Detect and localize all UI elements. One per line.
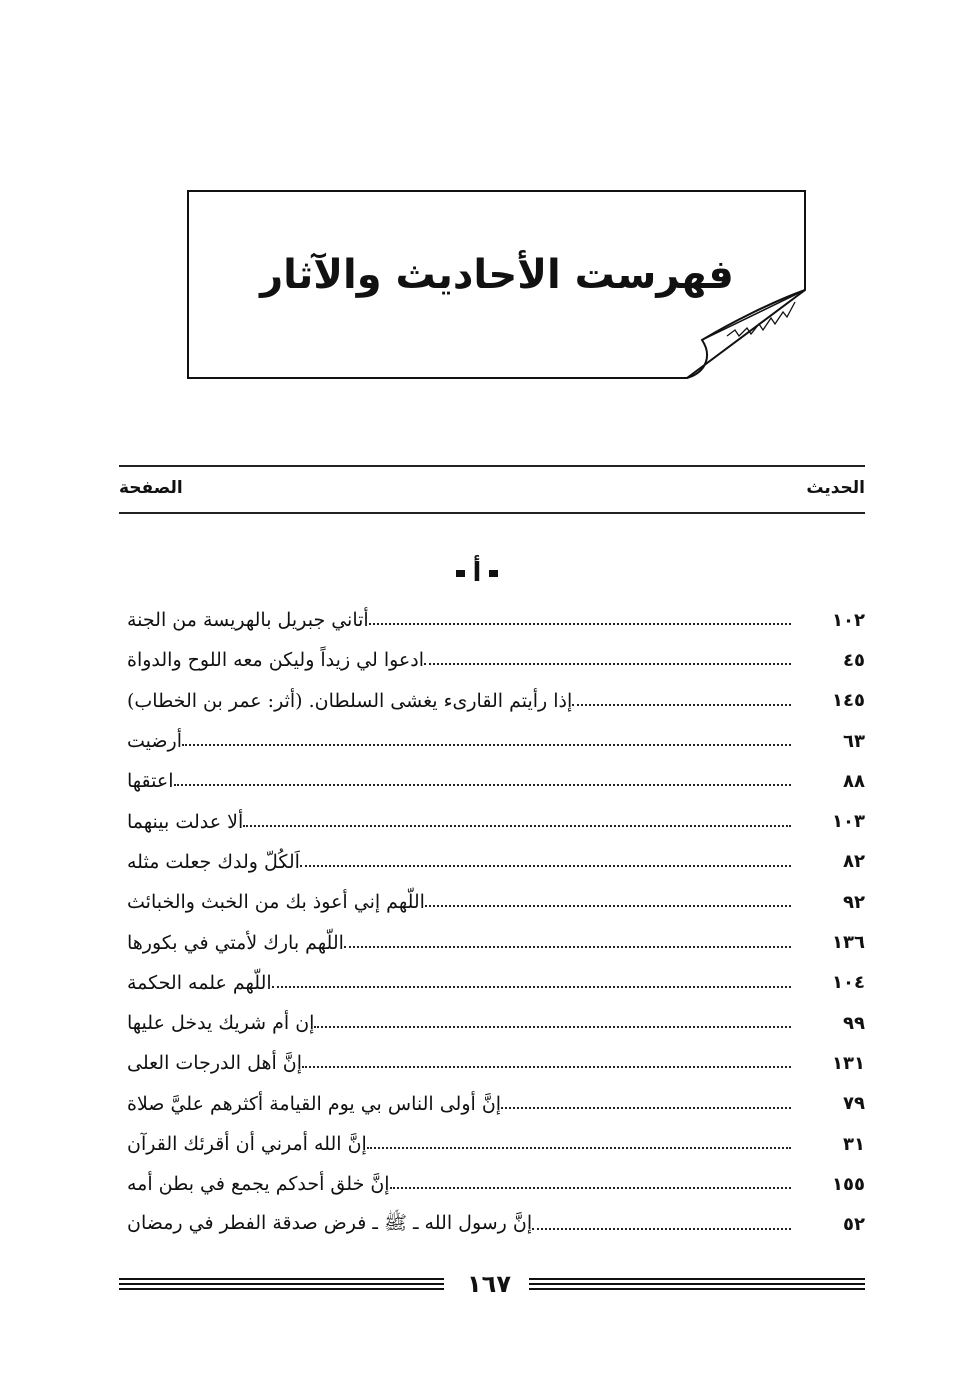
leader-dots bbox=[367, 1147, 791, 1149]
entry-text: اعتقها bbox=[127, 770, 174, 793]
entry-text: أرضيت bbox=[127, 730, 182, 753]
leader-dots bbox=[425, 905, 791, 907]
column-header-hadith: الحديث bbox=[806, 478, 865, 498]
footer-rule-left bbox=[119, 1278, 444, 1294]
column-header-page: الصفحة bbox=[119, 478, 183, 498]
index-entry bbox=[119, 1084, 865, 1124]
square-ornament-icon bbox=[489, 570, 498, 577]
entry-text: إنَّ أهل الدرجات العلى bbox=[127, 1052, 303, 1075]
index-entry bbox=[119, 922, 865, 962]
leader-dots bbox=[390, 1187, 791, 1189]
entry-page: ١٠٤ bbox=[832, 972, 865, 994]
leader-dots bbox=[272, 986, 791, 988]
leader-dots bbox=[369, 623, 791, 625]
entry-text: إذا رأيتم القارىء يغشى السلطان. (أثر: عمر بن الخطاب) bbox=[127, 689, 573, 712]
entry-page: ١٠٣ bbox=[832, 811, 865, 833]
page-number: ١٦٧ bbox=[467, 1270, 511, 1298]
index-entry bbox=[119, 963, 865, 1003]
leader-dots bbox=[302, 1066, 791, 1068]
square-ornament-icon bbox=[456, 570, 465, 577]
entry-text: اَلكُلّ ولدك جعلت مثله bbox=[127, 850, 300, 873]
index-entry bbox=[119, 640, 865, 680]
entry-text: إنَّ رسول الله ـ ﷺ ـ فرض صدقة الفطر في رمضان bbox=[127, 1211, 533, 1234]
leader-dots bbox=[300, 865, 791, 867]
page-title: فهرست الأحاديث والآثار bbox=[260, 252, 734, 298]
entry-text: ألا عدلت بينهما bbox=[127, 810, 244, 833]
entry-text: اللّهم علمه الحكمة bbox=[127, 971, 272, 994]
index-entry bbox=[119, 801, 865, 841]
index-entry bbox=[119, 1164, 865, 1204]
entry-text: إنَّ أولى الناس بي يوم القيامة أكثرهم عليَّ صلاة bbox=[127, 1092, 502, 1115]
entry-page: ٤٥ bbox=[843, 649, 865, 671]
leader-dots bbox=[182, 744, 791, 746]
entry-text: أتاني جبريل بالهريسة من الجنة bbox=[127, 609, 369, 632]
index-entry bbox=[119, 1124, 865, 1164]
index-entry bbox=[119, 1043, 865, 1083]
header-top-rule bbox=[119, 465, 865, 467]
entry-page: ٨٢ bbox=[843, 851, 865, 873]
leader-dots bbox=[174, 784, 791, 786]
entry-text: إنَّ خلق أحدكم يجمع في بطن أمه bbox=[127, 1173, 390, 1196]
index-entry bbox=[119, 1204, 865, 1244]
title-box bbox=[187, 190, 807, 380]
entry-text: اللّهم إني أعوذ بك من الخبث والخبائث bbox=[127, 891, 425, 914]
leader-dots bbox=[572, 704, 791, 706]
entry-page: ٩٩ bbox=[843, 1012, 865, 1034]
entry-page: ٣١ bbox=[843, 1133, 865, 1155]
entry-page: ٦٣ bbox=[843, 730, 865, 752]
entry-text: إن أم شريك يدخل عليها bbox=[127, 1012, 315, 1035]
index-entry bbox=[119, 882, 865, 922]
index-entry bbox=[119, 721, 865, 761]
entry-page: ١٤٥ bbox=[832, 690, 865, 712]
index-entry bbox=[119, 681, 865, 721]
entry-page: ١٠٢ bbox=[832, 609, 865, 631]
entry-page: ١٣٦ bbox=[832, 932, 865, 954]
footer-rule-right bbox=[529, 1278, 865, 1294]
section-letter: أ bbox=[472, 558, 482, 588]
entry-page: ١٣١ bbox=[832, 1052, 865, 1074]
entry-page: ١٥٥ bbox=[832, 1173, 865, 1195]
header-bottom-rule bbox=[119, 512, 865, 514]
leader-dots bbox=[501, 1107, 791, 1109]
entry-page: ٨٨ bbox=[843, 770, 865, 792]
entry-text: إنَّ الله أمرني أن أقرئك القرآن bbox=[127, 1133, 367, 1155]
leader-dots bbox=[344, 946, 791, 948]
index-entry bbox=[119, 842, 865, 882]
index-entries bbox=[119, 600, 865, 1245]
leader-dots bbox=[243, 825, 791, 827]
page-footer bbox=[119, 1270, 865, 1300]
leader-dots bbox=[532, 1228, 791, 1230]
section-heading bbox=[0, 558, 954, 588]
index-entry bbox=[119, 1003, 865, 1043]
index-entry bbox=[119, 600, 865, 640]
entry-text: اللّهم بارك لأمتي في بكورها bbox=[127, 931, 344, 954]
entry-text: ادعوا لي زيداً وليكن معه اللوح والدواة bbox=[127, 649, 424, 672]
entry-page: ٧٩ bbox=[843, 1093, 865, 1115]
leader-dots bbox=[424, 663, 791, 665]
leader-dots bbox=[314, 1026, 791, 1028]
entry-page: ٥٢ bbox=[843, 1214, 865, 1236]
entry-page: ٩٢ bbox=[843, 891, 865, 913]
index-entry bbox=[119, 761, 865, 801]
